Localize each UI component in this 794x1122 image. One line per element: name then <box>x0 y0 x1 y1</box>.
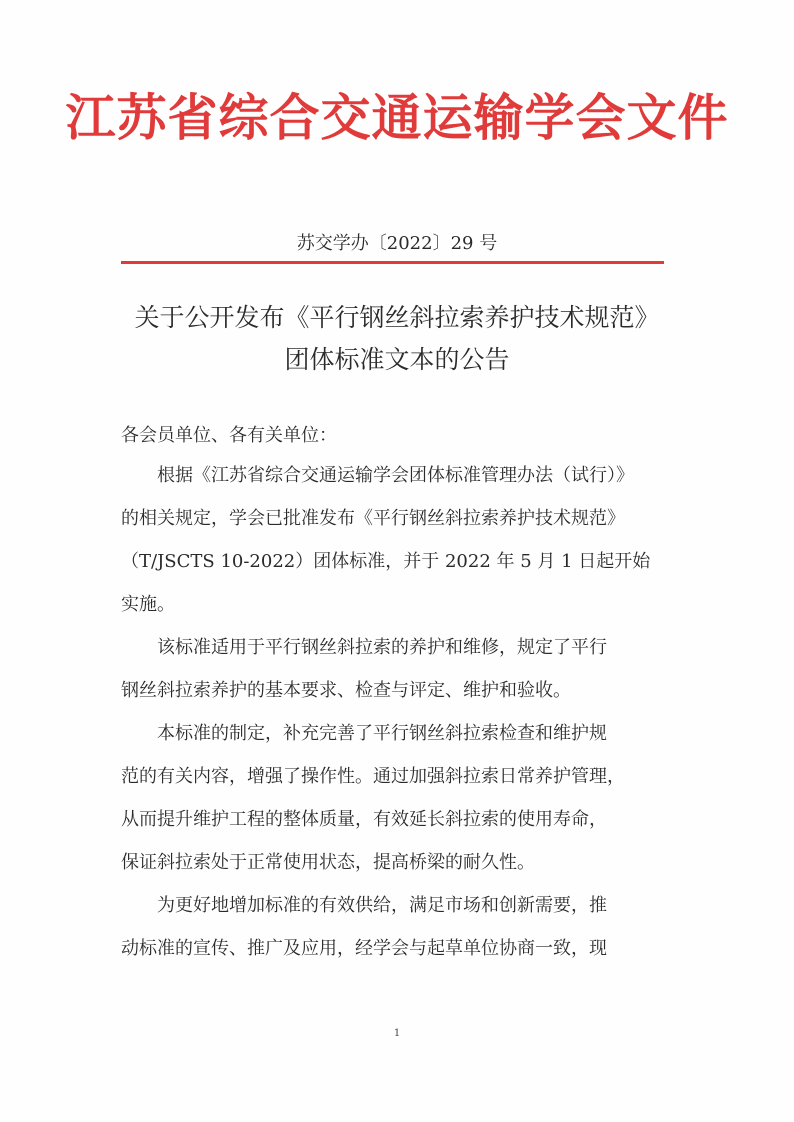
body-line: 本标准的制定，补充完善了平行钢丝斜拉索检查和维护规 <box>157 723 607 744</box>
body-line: 保证斜拉索处于正常使用状态，提高桥梁的耐久性。 <box>121 852 535 873</box>
body-line: 钢丝斜拉索养护的基本要求、检查与评定、维护和验收。 <box>121 680 571 701</box>
salutation: 各会员单位、各有关单位： <box>121 425 337 446</box>
body-line: 实施。 <box>121 594 175 615</box>
document-number: 苏交学办〔2022〕29 号 <box>296 233 498 254</box>
body-line: 动标准的宣传、推广及应用，经学会与起草单位协商一致，现 <box>121 938 607 959</box>
announcement-title-line-1: 关于公开发布《平行钢丝斜拉索养护技术规范》 <box>134 303 660 332</box>
page-number: 1 <box>393 1028 401 1039</box>
body-line: 根据《江苏省综合交通运输学会团体标准管理办法（试行）》 <box>157 465 634 486</box>
body-line: 为更好地增加标准的有效供给，满足市场和创新需要，推 <box>157 895 607 916</box>
body-line: 的相关规定，学会已批准发布《平行钢丝斜拉索养护技术规范》 <box>121 508 625 529</box>
announcement-title-line-2: 团体标准文本的公告 <box>284 345 510 374</box>
body-line: （T/JSCTS 10-2022）团体标准，并于 2022 年 5 月 1 日起开始 <box>121 551 651 572</box>
body-line: 范的有关内容，增强了操作性。通过加强斜拉索日常养护管理， <box>121 766 625 787</box>
organization-header: 江苏省综合交通运输学会文件 <box>65 88 729 147</box>
body-line: 从而提升维护工程的整体质量，有效延长斜拉索的使用寿命， <box>121 809 607 830</box>
body-line: 该标准适用于平行钢丝斜拉索的养护和维修，规定了平行 <box>157 637 607 658</box>
red-divider-line <box>121 261 664 264</box>
